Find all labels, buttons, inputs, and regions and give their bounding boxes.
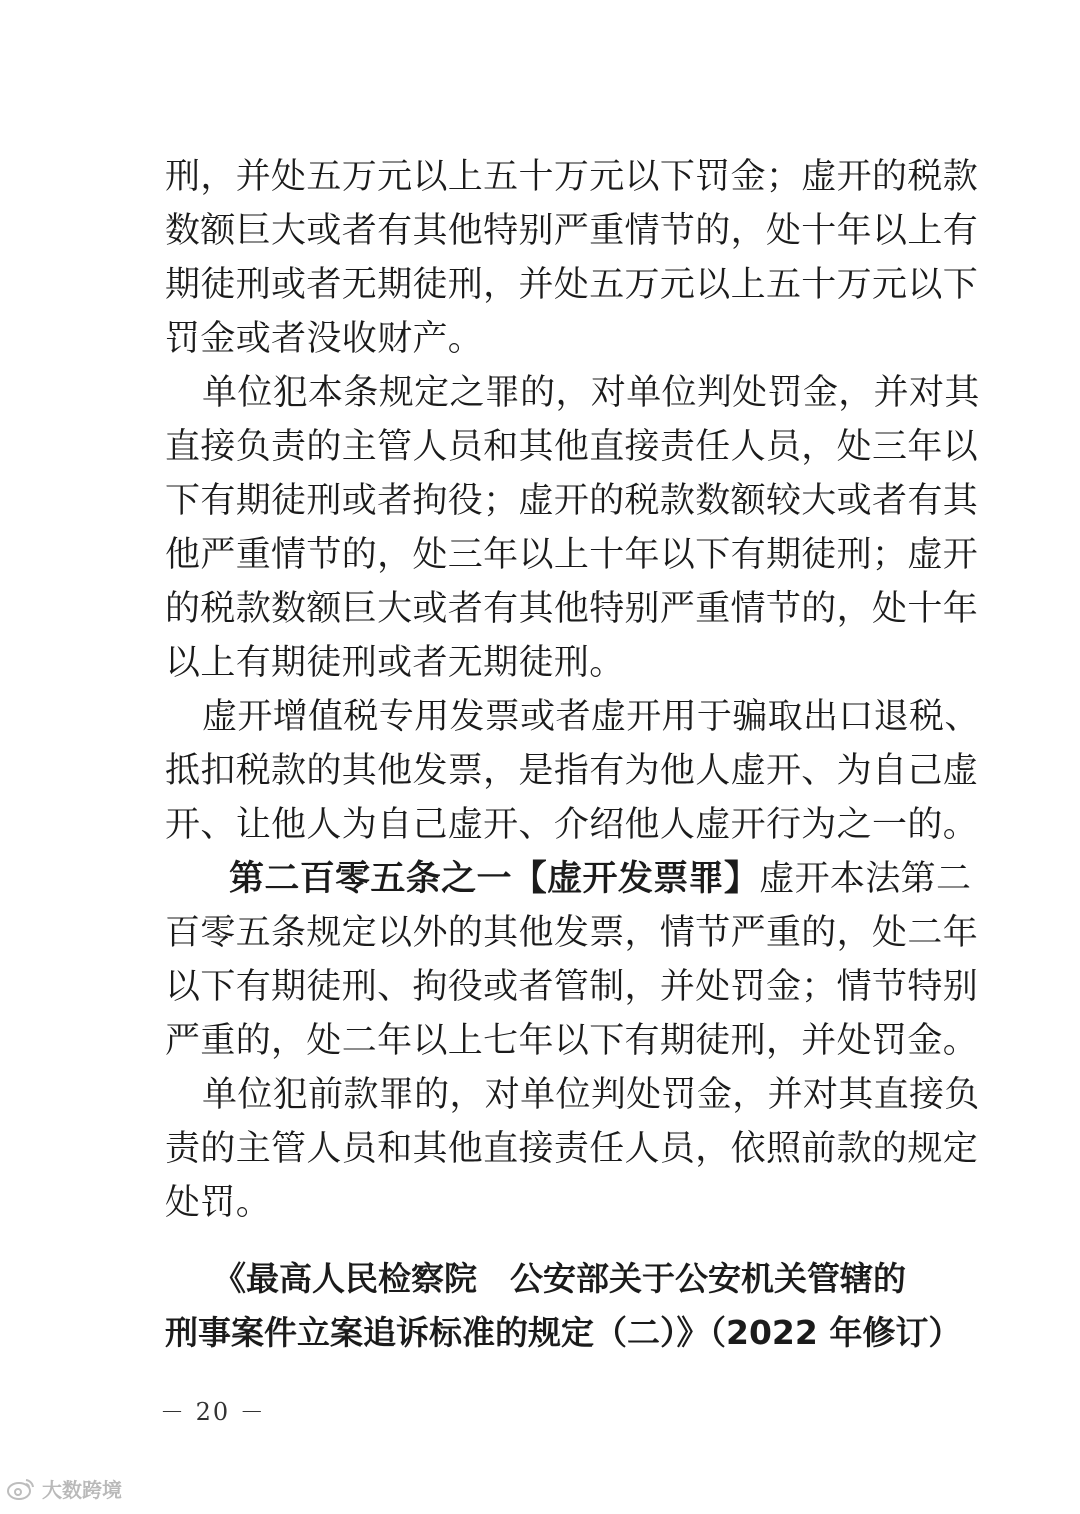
text-line: 单位犯本条规定之罪的，对单位判处罚金，并对其	[202, 373, 980, 413]
text-line: 虚开增值税专用发票或者虚开用于骗取出口退税、	[202, 697, 980, 737]
article-line	[165, 852, 972, 906]
weibo-style-logo-icon	[6, 1477, 36, 1501]
text-line: 刑，并处五万元以上五十万元以下罚金；虚开的税款	[165, 157, 979, 197]
text-line: 的税款数额巨大或者有其他特别严重情节的，处十年	[165, 589, 979, 629]
text-line: 下有期徒刑或者拘役；虚开的税款数额较大或者有其	[165, 481, 979, 521]
text-line: 他严重情节的，处三年以上十年以下有期徒刑；虚开	[165, 535, 979, 575]
text-line: 数额巨大或者有其他特别严重情节的，处十年以上有	[165, 211, 979, 251]
text-line: 严重的，处二年以上七年以下有期徒刑，并处罚金。	[165, 1021, 979, 1061]
text-line: 直接负责的主管人员和其他直接责任人员，处三年以	[165, 427, 979, 467]
section-heading	[165, 1252, 962, 1360]
watermark-text: 大数跨境	[42, 1478, 122, 1502]
text-line: 处罚。	[165, 1183, 272, 1223]
text-line: 期徒刑或者无期徒刑，并处五万元以上五十万元以下	[165, 265, 979, 305]
article-title: 第二百零五条之一【虚开发票罪】	[229, 858, 760, 899]
text-line: 以上有期徒刑或者无期徒刑。	[165, 643, 625, 683]
body-text	[165, 150, 980, 1230]
text-line: 开、让他人为自己虚开、介绍他人虚开行为之一的。	[165, 805, 979, 845]
heading-line: 《最高人民检察院 公安部关于公安机关管辖的	[213, 1259, 906, 1298]
text-line: 以下有期徒刑、拘役或者管制，并处罚金；情节特别	[165, 967, 979, 1007]
page-number: － 20 －	[160, 1398, 266, 1426]
text-line: 罚金或者没收财产。	[165, 319, 484, 359]
text-line: 百零五条规定以外的其他发票，情节严重的，处二年	[165, 913, 979, 953]
heading-line: 刑事案件立案追诉标准的规定（二）》（2022 年修订）	[165, 1313, 962, 1352]
watermark	[6, 1474, 122, 1503]
text-line: 责的主管人员和其他直接责任人员，依照前款的规定	[165, 1129, 979, 1169]
text-line: 抵扣税款的其他发票，是指有为他人虚开、为自己虚	[165, 751, 979, 791]
text-line: 单位犯前款罪的，对单位判处罚金，并对其直接负	[202, 1075, 980, 1115]
text-span: 虚开本法第二	[759, 859, 972, 899]
